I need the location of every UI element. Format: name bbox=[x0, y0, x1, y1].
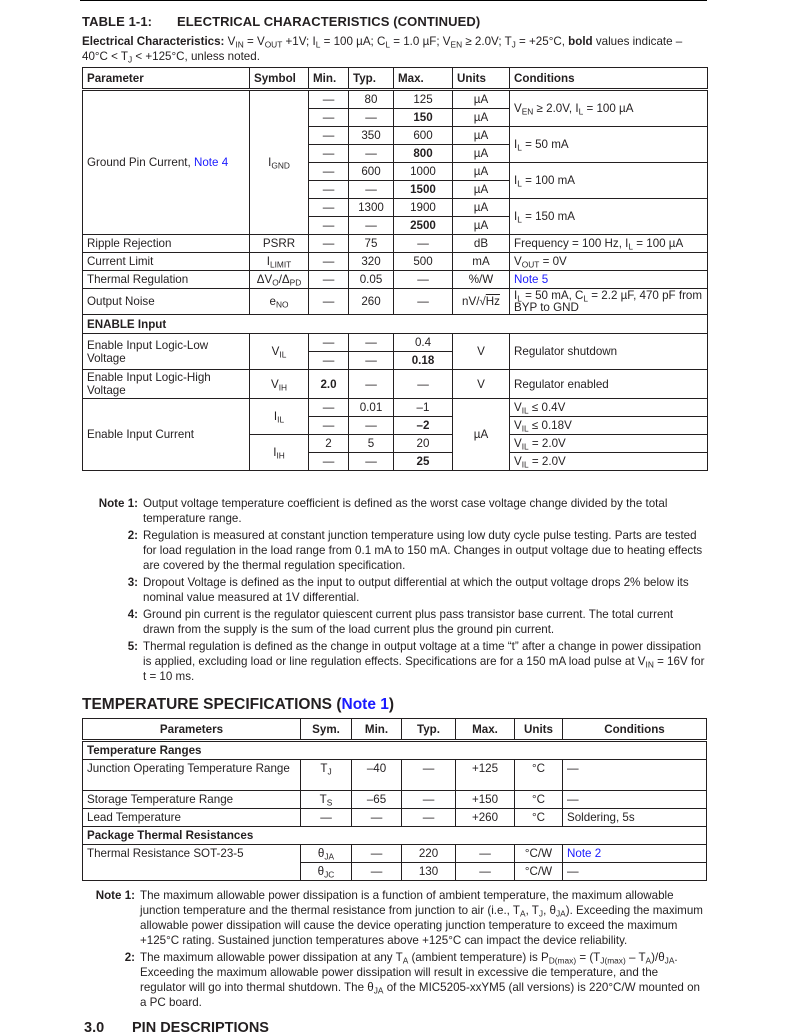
symbol-none: — bbox=[301, 809, 352, 827]
symbol-psrr: PSRR bbox=[250, 235, 309, 253]
cell-conditions: $I_L = 150$ mA bbox=[510, 199, 708, 235]
cell-conditions: Regulator enabled bbox=[510, 370, 708, 399]
note-2-link[interactable]: Note 2 bbox=[567, 847, 602, 860]
section-row-enable-input bbox=[83, 315, 708, 334]
table-row bbox=[83, 253, 708, 271]
symbol-delta-vo: $\Delta V_O/\Delta_{PD}$ bbox=[250, 271, 309, 289]
temperature-specifications-table bbox=[82, 718, 707, 881]
col-conditions: Conditions bbox=[563, 719, 707, 741]
cell-min: — bbox=[309, 271, 349, 289]
cell-min: — bbox=[309, 199, 349, 217]
cell-max: — bbox=[394, 235, 453, 253]
col-parameters: Parameters bbox=[83, 719, 301, 741]
cell-max: +260 bbox=[456, 809, 515, 827]
table-header-row bbox=[83, 719, 707, 741]
cell-min: — bbox=[309, 253, 349, 271]
cell-units: µA bbox=[453, 163, 510, 181]
cell-min: 2.0 bbox=[309, 370, 349, 399]
cell-units: µA bbox=[453, 181, 510, 199]
table1-notes bbox=[86, 496, 706, 686]
electrical-characteristics-table bbox=[82, 67, 708, 471]
table-row bbox=[83, 370, 708, 399]
cell-typ: 260 bbox=[349, 289, 394, 315]
note-item: 5: Thermal regulation is defined as the change in output voltage at a time “t” after a change in power dissipation is applied, excluding load or line regulation effects. Specifications are for a 150 mA load pulse at $V_{IN} = 16V$ for t = 10 ms. bbox=[127, 640, 705, 683]
cell-max: 2500 bbox=[394, 217, 453, 235]
section-title: PIN DESCRIPTIONS bbox=[132, 1020, 269, 1036]
cell-typ: — bbox=[402, 760, 456, 791]
param-lead-temp: Lead Temperature bbox=[83, 809, 301, 827]
symbol-tj: $T_J$ bbox=[301, 760, 352, 791]
cell-max: — bbox=[394, 370, 453, 399]
table-row bbox=[83, 399, 708, 417]
symbol-ignd: $I_{GND}$ bbox=[250, 90, 309, 235]
cell-min: — bbox=[352, 863, 402, 881]
table-conditions-subtitle bbox=[82, 35, 707, 64]
cell-max: 150 bbox=[394, 109, 453, 127]
cell-typ: — bbox=[402, 791, 456, 809]
subtitle-label: Electrical Characteristics: bbox=[82, 35, 225, 48]
cell-units: µA bbox=[453, 127, 510, 145]
cell-typ: — bbox=[349, 370, 394, 399]
col-min: Min. bbox=[352, 719, 402, 741]
cell-conditions: $V_{OUT} = 0V$ bbox=[510, 253, 708, 271]
symbol-theta-ja: $\theta_{JA}$ bbox=[301, 845, 352, 863]
note-1-link[interactable]: Note 1 bbox=[341, 696, 389, 713]
cell-max: 1000 bbox=[394, 163, 453, 181]
table-row bbox=[83, 289, 708, 315]
pin-descriptions-heading bbox=[84, 1020, 269, 1036]
note-4-link[interactable]: Note 4 bbox=[193, 156, 229, 169]
note-item: 2: The maximum allowable power dissipation at any $T_A$ (ambient temperature) is $P_{D(max)} = (T_{J(max)} - T_A)/\theta_{JA}$. Exceeding the maximum allowable power dissipation will result in excessive die temperature, and the regulator will go into thermal shutdown. The $\theta_{JA}$ of the MIC5205-xxYM5 (all versions) is 220°C/W mounted on a PC board. bbox=[124, 951, 700, 1009]
section-row-temperature-ranges bbox=[83, 741, 707, 760]
symbol-iih: $I_{IH}$ bbox=[250, 435, 309, 471]
cell-typ: — bbox=[349, 145, 394, 163]
cell-units: V bbox=[453, 334, 510, 370]
symbol-ilimit: $I_{LIMIT}$ bbox=[250, 253, 309, 271]
param-output-noise: Output Noise bbox=[83, 289, 250, 315]
cell-typ: 600 bbox=[349, 163, 394, 181]
cell-typ: 130 bbox=[402, 863, 456, 881]
cell-conditions: $V_{IL} \le 0.18V$ bbox=[510, 417, 708, 435]
note-item: Note 1: The maximum allowable power dissipation is a function of ambient temperature, the maximum allowable junction temperature and the thermal resistance from junction to air (i.e., $T_A$, $T_J$, $\theta_{JA}$). Exceeding the maximum allowable power dissipation will cause the device operating junction temperature to exceed the maximum +125°C rating. Sustained junction temperatures above +125°C can impact the device reliability. bbox=[95, 889, 703, 947]
cell-units: µA bbox=[453, 217, 510, 235]
cell-typ: — bbox=[349, 453, 394, 471]
symbol-eno: $e_{NO}$ bbox=[250, 289, 309, 315]
param-thermal-regulation: Thermal Regulation bbox=[83, 271, 250, 289]
table-row bbox=[83, 791, 707, 809]
cell-min: –65 bbox=[352, 791, 402, 809]
cell-typ: — bbox=[349, 352, 394, 370]
col-conditions: Conditions bbox=[510, 68, 708, 90]
section-number: 3.0 bbox=[84, 1020, 105, 1036]
cell-typ: 0.01 bbox=[349, 399, 394, 417]
cell-units: V bbox=[453, 370, 510, 399]
symbol-theta-jc: $\theta_{JC}$ bbox=[301, 863, 352, 881]
cell-typ: 320 bbox=[349, 253, 394, 271]
cell-conditions bbox=[510, 271, 708, 289]
cell-conditions: — bbox=[563, 760, 707, 791]
cell-conditions: Regulator shutdown bbox=[510, 334, 708, 370]
cell-max: +125 bbox=[456, 760, 515, 791]
cell-units: °C bbox=[515, 760, 563, 791]
col-max: Max. bbox=[456, 719, 515, 741]
cell-max: — bbox=[394, 289, 453, 315]
cell-min: 2 bbox=[309, 435, 349, 453]
subtitle-conditions: $V_{IN} = V_{OUT} +1V$; $I_L = 100$ µA; $C_L = 1.0$ µF; $V_{EN} \ge 2.0V$; $T_J = +25^\circ C$, bold values indicate $-40^\circ C < T_J < +125^\circ C$, unless noted. bbox=[82, 35, 683, 64]
temperature-notes bbox=[86, 888, 706, 1012]
cell-units: °C/W bbox=[515, 863, 563, 881]
cell-typ: 0.05 bbox=[349, 271, 394, 289]
param-current-limit: Current Limit bbox=[83, 253, 250, 271]
param-thermal-resistance: Thermal Resistance SOT-23-5 bbox=[83, 845, 301, 881]
cell-typ: 220 bbox=[402, 845, 456, 863]
col-units: Units bbox=[453, 68, 510, 90]
cell-conditions: $V_{IL} = 2.0V$ bbox=[510, 453, 708, 471]
cell-max: — bbox=[456, 863, 515, 881]
param-enable-logic-high: Enable Input Logic-High Voltage bbox=[83, 370, 250, 399]
symbol-iil: $I_{IL}$ bbox=[250, 399, 309, 435]
cell-min: — bbox=[309, 181, 349, 199]
table-row bbox=[83, 760, 707, 791]
cell-typ: 80 bbox=[349, 90, 394, 109]
cell-typ: 1300 bbox=[349, 199, 394, 217]
cell-conditions: $V_{IL} = 2.0V$ bbox=[510, 435, 708, 453]
cell-max: 1500 bbox=[394, 181, 453, 199]
cell-units: mA bbox=[453, 253, 510, 271]
col-units: Units bbox=[515, 719, 563, 741]
cell-min: — bbox=[309, 109, 349, 127]
section-row-package-thermal bbox=[83, 827, 707, 845]
cell-conditions: $V_{EN} \ge 2.0V$, $I_L = 100$ µA bbox=[510, 90, 708, 127]
cell-typ: 5 bbox=[349, 435, 394, 453]
note-5-link[interactable]: Note 5 bbox=[514, 273, 549, 286]
col-parameter: Parameter bbox=[83, 68, 250, 90]
cell-min: — bbox=[309, 145, 349, 163]
cell-max: 600 bbox=[394, 127, 453, 145]
note-item: 2: Regulation is measured at constant junction temperature using low duty cycle pulse testing. Parts are tested for load regulation in the load range from 0.1 mA to 150 mA. Changes in output voltage due to heating effects are covered by the thermal regulation specification. bbox=[127, 529, 703, 572]
symbol-ts: $T_S$ bbox=[301, 791, 352, 809]
cell-units: µA bbox=[453, 109, 510, 127]
cell-min: — bbox=[309, 163, 349, 181]
cell-max: 125 bbox=[394, 90, 453, 109]
cell-typ: — bbox=[349, 417, 394, 435]
cell-conditions: $V_{IL} \le 0.4V$ bbox=[510, 399, 708, 417]
cell-typ: 350 bbox=[349, 127, 394, 145]
cell-typ: 75 bbox=[349, 235, 394, 253]
cell-units: °C bbox=[515, 809, 563, 827]
cell-max: — bbox=[456, 845, 515, 863]
param-storage-temp: Storage Temperature Range bbox=[83, 791, 301, 809]
col-min: Min. bbox=[309, 68, 349, 90]
cell-conditions: $I_L = 50$ mA bbox=[510, 127, 708, 163]
col-typ: Typ. bbox=[402, 719, 456, 741]
table-row bbox=[83, 845, 707, 863]
cell-typ: — bbox=[349, 334, 394, 352]
table-title bbox=[82, 14, 480, 29]
table-title-text: ELECTRICAL CHARACTERISTICS (CONTINUED) bbox=[177, 14, 481, 29]
cell-min: — bbox=[352, 809, 402, 827]
cell-max: +150 bbox=[456, 791, 515, 809]
cell-typ: — bbox=[349, 109, 394, 127]
table-row bbox=[83, 809, 707, 827]
cell-min: — bbox=[309, 352, 349, 370]
cell-max: –1 bbox=[394, 399, 453, 417]
cell-conditions: $I_L = 100$ mA bbox=[510, 163, 708, 199]
col-sym: Sym. bbox=[301, 719, 352, 741]
cell-min: — bbox=[309, 399, 349, 417]
cell-units: µA bbox=[453, 399, 510, 471]
cell-conditions bbox=[563, 845, 707, 863]
cell-min: — bbox=[309, 235, 349, 253]
param-ripple-rejection: Ripple Rejection bbox=[83, 235, 250, 253]
cell-typ: — bbox=[349, 181, 394, 199]
table-number: TABLE 1-1: bbox=[82, 14, 153, 29]
cell-min: — bbox=[309, 453, 349, 471]
note-item: 3: Dropout Voltage is defined as the input to output differential at which the output voltage drops 2% below its nominal value measured at 1V differential. bbox=[127, 576, 689, 604]
symbol-vil: $V_{IL}$ bbox=[250, 334, 309, 370]
cell-max: 0.4 bbox=[394, 334, 453, 352]
cell-conditions: Soldering, 5s bbox=[563, 809, 707, 827]
cell-max: — bbox=[394, 271, 453, 289]
cell-units: µA bbox=[453, 145, 510, 163]
param-enable-input-current: Enable Input Current bbox=[83, 399, 250, 471]
cell-max: 0.18 bbox=[394, 352, 453, 370]
param-ground-pin-current: Ground Pin Current, Note 4 bbox=[83, 90, 250, 235]
cell-units: µA bbox=[453, 90, 510, 109]
param-enable-logic-low: Enable Input Logic-Low Voltage bbox=[83, 334, 250, 370]
cell-units: °C bbox=[515, 791, 563, 809]
cell-max: 25 bbox=[394, 453, 453, 471]
page-top-rule bbox=[80, 0, 707, 1]
cell-min: — bbox=[309, 217, 349, 235]
param-junction-temp: Junction Operating Temperature Range bbox=[83, 760, 301, 791]
col-max: Max. bbox=[394, 68, 453, 90]
cell-min: — bbox=[309, 417, 349, 435]
cell-conditions: Frequency = 100 Hz, $I_L = 100$ µA bbox=[510, 235, 708, 253]
cell-conditions: — bbox=[563, 791, 707, 809]
cell-units: µA bbox=[453, 199, 510, 217]
cell-min: — bbox=[309, 127, 349, 145]
cell-units: %/W bbox=[453, 271, 510, 289]
col-symbol: Symbol bbox=[250, 68, 309, 90]
table-row bbox=[83, 90, 708, 109]
cell-typ: — bbox=[402, 809, 456, 827]
cell-min: — bbox=[309, 90, 349, 109]
cell-min: –40 bbox=[352, 760, 402, 791]
cell-min: — bbox=[309, 289, 349, 315]
cell-max: 500 bbox=[394, 253, 453, 271]
cell-max: 800 bbox=[394, 145, 453, 163]
note-item: 4: Ground pin current is the regulator quiescent current plus pass transistor base current. The total current drawn from the supply is the sum of the load current plus the ground pin current. bbox=[127, 608, 674, 636]
cell-max: –2 bbox=[394, 417, 453, 435]
table-header-row bbox=[83, 68, 708, 90]
cell-units: dB bbox=[453, 235, 510, 253]
table-row bbox=[83, 235, 708, 253]
cell-max: 1900 bbox=[394, 199, 453, 217]
symbol-vih: $V_{IH}$ bbox=[250, 370, 309, 399]
cell-conditions: $I_L = 50$ mA, $C_L = 2.2$ µF, 470 pF from BYP to GND bbox=[510, 289, 708, 315]
cell-typ: — bbox=[349, 217, 394, 235]
table-row bbox=[83, 271, 708, 289]
cell-min: — bbox=[309, 334, 349, 352]
table-row bbox=[83, 334, 708, 352]
cell-max: 20 bbox=[394, 435, 453, 453]
section-label: ENABLE Input bbox=[83, 315, 708, 334]
cell-units: nV/√Hz bbox=[453, 289, 510, 315]
section-label: Package Thermal Resistances bbox=[83, 827, 707, 845]
temperature-specs-heading: TEMPERATURE SPECIFICATIONS (Note 1) bbox=[82, 696, 395, 713]
cell-min: — bbox=[352, 845, 402, 863]
section-label: Temperature Ranges bbox=[83, 741, 707, 760]
cell-conditions: — bbox=[563, 863, 707, 881]
cell-units: °C/W bbox=[515, 845, 563, 863]
col-typ: Typ. bbox=[349, 68, 394, 90]
note-item: Note 1: Output voltage temperature coefficient is defined as the worst case voltage change divided by the total temperature range. bbox=[98, 497, 668, 525]
